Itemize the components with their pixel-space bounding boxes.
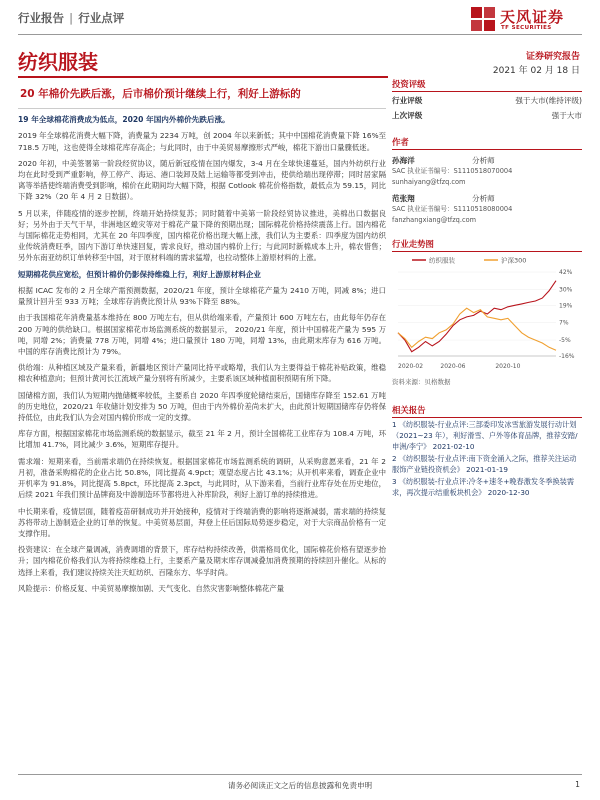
footer-disclaimer: 请务必阅读正文之后的信息披露和免责申明: [227, 781, 373, 790]
x-tick-label: 2020-06: [440, 363, 466, 370]
author-role: 分析师: [472, 194, 495, 203]
page-number: 1: [575, 780, 580, 789]
prev-rating-value: 强于大市: [551, 111, 582, 120]
trend-chart-svg: [392, 252, 582, 372]
body-paragraph: 供给端：从种植区域及产量来看，新疆地区预计产量同比持平或略增，我们认为主要得益于棉花补贴政策，维稳棉农种植意向；但预计黄河长江流域产量分别将有所减少，主要系该区域种植面积预期有所下降。: [18, 363, 386, 384]
body-paragraph: 中长期来看，疫情层面，随着疫苗研制成功并开始接种，疫情对于终端消费的影响将逐渐减弱，需求端的持续复苏将带动上游制造企业的订单的恢复。中美贸易层面，拜登上任后国际局势逐步稳定，对于大宗商品价格有一定支撑作用。: [18, 506, 386, 538]
y-tick-label: -16%: [559, 353, 575, 360]
author-card: [392, 193, 582, 226]
body-paragraph: 2020 年初，中美签署第一阶段经贸协议，随后新冠疫情在国内爆发，3-4 月在全球快速蔓延，国内外纺织行业均在此时受到严重影响，停工停产、海运、港口装卸及陆上运输等都受到冲击，使供给端出现停滞；同时居家隔离等举措使终端消费受到影响，棉价在此期间均大幅下降，根据 Cotlook 棉花价格指数，最低点为 59.15，同比下降 32%（20 年 4 月 2 日数据）。: [18, 158, 386, 202]
author-card: [392, 155, 582, 188]
prev-rating-label: 上次评级: [392, 111, 423, 120]
related-report[interactable]: 1 《纺织服装-行业点评:三部委印发冰雪旅游发展行动计划（2021~23 年），利好滑雪、户外等体育品牌，推荐安踏/申洲/李宁》 2021-02-10: [392, 420, 578, 451]
related-report[interactable]: 3 《纺织服装-行业点评:冷冬+速冬+晚春激发冬季换装需求，再次提示结重板块机会》 2020-12-30: [392, 477, 575, 497]
chart-source: 资料来源：贝格数据: [392, 378, 451, 386]
author-sac: SAC 执业证书编号：S1110518080004: [392, 205, 513, 213]
logo-en: TF SECURITIES: [501, 25, 552, 31]
body-paragraph: 需求端：短期来看，当前需求端仍在持续恢复。根据国家棉花市场监测系统的调研，从采购意愿来看，21 年 2 月初，准备采购棉花的企业占比 50.8%，同比提高 4.9pct；观望态度占比 43.1%；从开机率来看，调查企业中开机率为 91.8%，同比提高 5.8pct，环比提高 2.3pct，与此同时，从下游来看，当前行业库存处在历史地位，后续 2021 年我们预计品牌商及中游制造环节都将进入补库阶段，利好上游订单的持续推进。: [18, 456, 386, 500]
body-paragraph: 根据 ICAC 发布的 2 月全球产需预测数据，2020/21 年度，预计全球棉花产量为 2410 万吨，同减 8%；进口量预计回升至 933 万吨；全球库存消费比预计从 93%下降至 88%。: [18, 286, 386, 307]
report-date: 2021 年 02 月 18 日: [492, 66, 580, 76]
y-tick-label: 19%: [559, 302, 573, 310]
prev-rating-row: [392, 107, 582, 122]
body-paragraph: 风险提示：价格反复、中美贸易摩擦加剧、天气变化、自然灾害影响整体棉花产量: [18, 583, 285, 593]
y-tick-label: 7%: [559, 319, 569, 327]
tf-securities-logo: [470, 4, 580, 38]
author-name: 范张翔: [392, 194, 415, 203]
body-paragraph: 投资建议：在全球产量调减，消费调增的背景下，库存结构持续改善，供需格局优化，国际棉花价格有望逐步抬升；国内棉花价格我们认为将持续维稳上行，主要系产量及期末库存调减叠加消费预期的持续回升催化。从标的选择上来看，我们建议持续关注天虹纺织、百隆东方、华孚时尚。: [18, 545, 386, 577]
body-paragraph: 5 月以来，伴随疫情的逐步控制，终端开始持续复苏；同时随着中美第一阶段经贸协议推进，美棉出口数据良好；另外由于天气干旱，非洲地区蝗灾等对于棉花产量下降的预期出现；国际棉花价格持续震荡上行。国内棉花与国际棉花走势相同，尤其在 20 年四季度，国内棉花价格出现大幅上涨，我们认为主要系：四季度为国内纺织业传统消费旺季，国内下游订单快速回复，需求良好，推动国内棉价上行；与此同时新棉成本上升，棉农惜售；另外东南亚纺织订单转移至中国，对于原材料端的需求猛增，也拉动整体上游原材料的上涨。: [18, 208, 386, 263]
body-paragraph: 由于我国棉花年消费量基本维持在 800 万吨左右，但从供给端来看，产量预计 600 万吨左右，由此每年仍存在 200 万吨的供给缺口。根据国家棉花市场监测系统的数据显示， 2020/21 年度，预计中国棉花产量为 595 万吨，同增 2%；消费量 778 万吨，同增 4%；进口量预计 180 万吨，同增 13%，由此期末库存为 616 万吨。中国的库存消费比预计为 79%。: [18, 313, 386, 357]
section-heading: 19 年全球棉花消费成为低点，2020 年国内外棉价先跌后涨。: [18, 115, 230, 124]
authors-heading: 作者: [392, 136, 582, 150]
category-label: 行业报告: [18, 11, 64, 25]
sector-underline: [18, 76, 388, 78]
y-tick-label: 42%: [559, 269, 573, 276]
category-separator: |: [69, 11, 74, 25]
author-name: 孙海洋: [392, 156, 415, 165]
headline-divider: [18, 108, 386, 109]
logo-cn: 天风证券: [500, 8, 565, 26]
trend-chart: [392, 252, 582, 376]
author-email[interactable]: fanzhangxiang@tfzq.com: [392, 216, 477, 224]
report-type: 证券研究报告: [525, 52, 580, 62]
x-tick-label: 2020-10: [495, 363, 521, 370]
subcategory-label: 行业点评: [78, 11, 125, 25]
body-content: [18, 114, 386, 594]
series-line: [398, 308, 556, 350]
legend-label: 纺织服装: [429, 256, 455, 265]
main-column: [18, 86, 386, 594]
author-email[interactable]: sunhaiyang@tfzq.com: [392, 178, 466, 186]
related-heading: 相关报告: [392, 404, 582, 418]
related-report[interactable]: 2 《纺织服装-行业点评:南下资金涌入之际，推荐关注运动服饰产业链投资机会》 2021-01-19: [392, 454, 577, 474]
legend-label: 沪深300: [501, 256, 527, 265]
y-tick-label: 30%: [559, 286, 573, 294]
report-meta: [493, 50, 580, 78]
rating-row: [392, 92, 582, 107]
series-line: [398, 281, 556, 352]
body-paragraph: 国储棉方面，我们认为短期内抛储概率较低，主要系自 2020 年四季度轮储结束后，国储库存降至 152.61 万吨的历史地位，2020/21 年收储计划安排为 50 万吨，但由于内外棉价差尚未扩大，由此预计短期国储库存仍将保持低位，由此我们认为会对国内棉价形成一定的支撑。: [18, 390, 386, 423]
body-paragraph: 2019 年全球棉花消费大幅下降，消费量为 2234 万吨，创 2004 年以来新低；其中中国棉花消费量下降 16%至 718.5 万吨，这也使得全球棉花库存高企；与此同时，由于中美贸易摩擦形式严峻，棉花下游出口量骤低迷。: [18, 131, 386, 152]
header-divider: [18, 34, 582, 35]
sidebar: [392, 78, 582, 498]
author-role: 分析师: [472, 156, 495, 165]
rating-heading: 投资评级: [392, 78, 582, 92]
report-category: [18, 10, 124, 26]
author-sac: SAC 执业证书编号：S1110518070004: [392, 167, 513, 175]
x-tick-label: 2020-02: [398, 363, 424, 370]
logo-mark-icon: [470, 6, 496, 32]
sector-title: 纺织服装: [18, 50, 98, 74]
section-heading: 短期棉花供应宽松，但预计棉价仍影保持维稳上行，利好上游原材料企业: [18, 269, 261, 279]
trend-heading: 行业走势图: [392, 238, 582, 252]
headline: 20 年棉价先跌后涨，后市棉价预计继续上行，利好上游标的: [20, 88, 301, 100]
y-tick-label: -5%: [559, 337, 571, 345]
rating-label: 行业评级: [392, 96, 423, 105]
rating-value: 强于大市(维持评级): [515, 96, 582, 105]
body-paragraph: 库存方面，根据国家棉花市场监测系统的数据显示，截至 21 年 2 月，预计全国棉花工业库存为 108.4 万吨，环比增加 41.7%，同比减少 3.6%，短期库存提升。: [18, 429, 386, 450]
footer-divider: [18, 774, 582, 775]
